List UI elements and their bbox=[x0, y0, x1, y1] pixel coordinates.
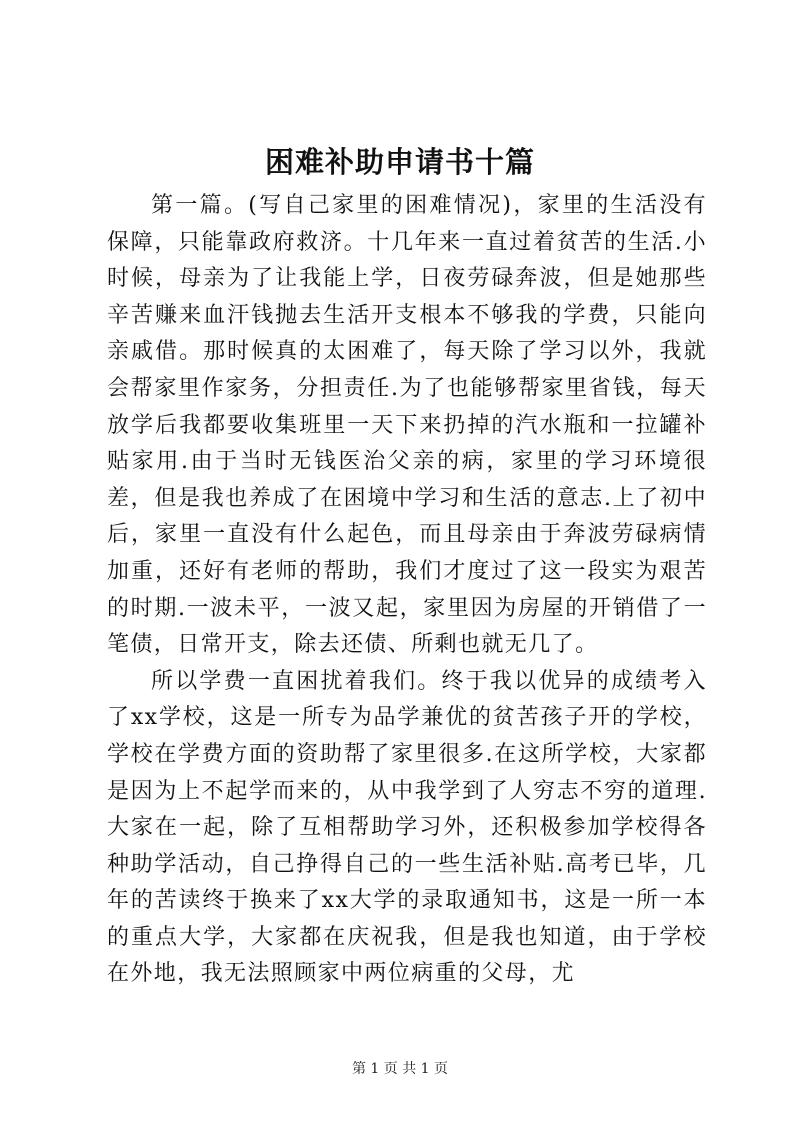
page-footer: 第 1 页 共 1 页 bbox=[351, 1061, 449, 1077]
paragraph-1: 第一篇。(写自己家里的困难情况)，家里的生活没有保障，只能靠政府救济。十几年来一直过着贫苦的生活.小时候，母亲为了让我能上学，日夜劳碌奔波，但是她那些辛苦赚来血汗钱抛去生活开支根本不够我的学费，只能向亲戚借。那时候真的太困难了，每天除了学习以外，我就会帮家里作家务，分担责任.为了也能够帮家里省钱，每天放学后我都要收集班里一天下来扔掉的汽水瓶和一拉罐补贴家用.由于当时无钱医治父亲的病，家里的学习环境很差，但是我也养成了在困境中学习和生活的意志.上了初中后，家里一直没有什么起色，而且母亲由于奔波劳碌病情加重，还好有老师的帮助，我们才度过了这一段实为艰苦的时期.一波未平，一波又起，家里因为房屋的开销借了一笔债，日常开支，除去还债、所剩也就无几了。 bbox=[107, 193, 707, 658]
paragraph-2: 所以学费一直困扰着我们。终于我以优异的成绩考入了xx学校，这是一所专为品学兼优的贫苦孩子开的学校，学校在学费方面的资助帮了家里很多.在这所学校，大家都是因为上不起学而来的，从中我学到了人穷志不穷的道理.大家在一起，除了互相帮助学习外，还积极参加学校得各种助学活动，自己挣得自己的一些生活补贴.高考已毕，几年的苦读终于换来了xx大学的录取通知书，这是一所一本的重点大学，大家都在庆祝我，但是我也知道，由于学校在外地，我无法照顾家中两位病重的父母，尤 bbox=[107, 668, 707, 987]
document-body bbox=[107, 188, 707, 993]
document-title: 困难补助申请书十篇 bbox=[264, 145, 535, 179]
